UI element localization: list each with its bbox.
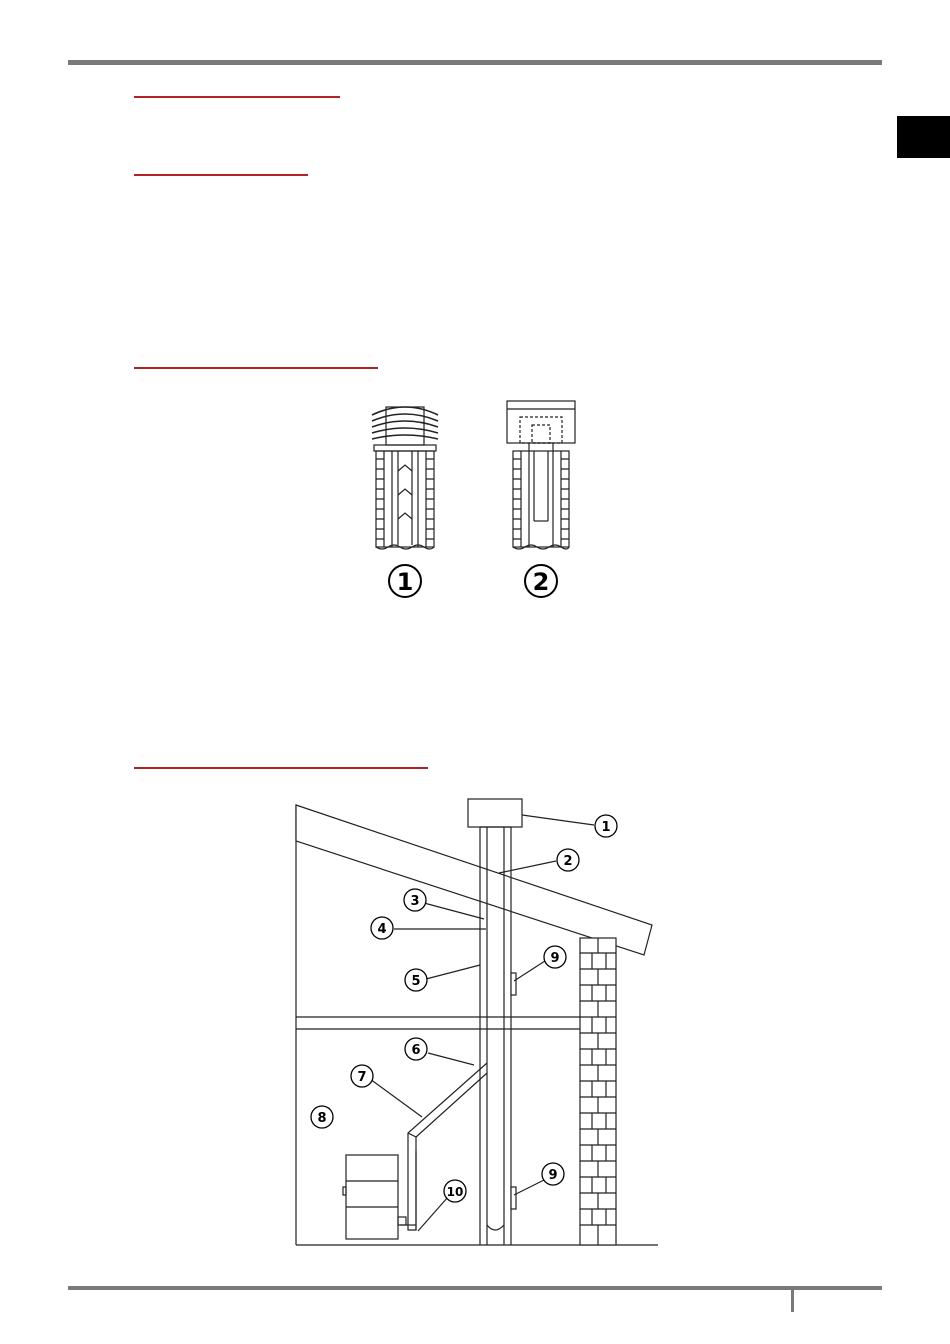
svg-text:4: 4 <box>377 922 387 937</box>
svg-text:6: 6 <box>411 1043 421 1058</box>
section-heading-rule-4 <box>134 767 428 769</box>
callout-4 <box>371 917 393 939</box>
callout-8 <box>311 1106 333 1128</box>
svg-text:10: 10 <box>446 1185 464 1199</box>
page-number-marker <box>791 1290 794 1312</box>
variant-marker-1 <box>389 565 421 597</box>
chimney-cap-box <box>507 401 575 549</box>
callout-9-lower <box>542 1163 564 1185</box>
svg-text:2: 2 <box>563 854 573 869</box>
svg-text:9: 9 <box>548 1168 558 1183</box>
svg-text:7: 7 <box>357 1070 367 1085</box>
language-tab-marker <box>897 116 950 158</box>
chimney-cap <box>468 799 522 827</box>
section-heading-rule-2 <box>134 174 308 176</box>
top-rule <box>68 60 882 65</box>
svg-text:3: 3 <box>410 894 420 909</box>
callout-3 <box>404 889 426 911</box>
callout-5 <box>405 969 427 991</box>
callout-7 <box>351 1065 373 1087</box>
chimney-cap-louvered <box>372 407 438 549</box>
variant-label-1: 1 <box>396 568 414 596</box>
boiler <box>343 1155 406 1239</box>
callout-2 <box>557 849 579 871</box>
callout-10 <box>444 1180 466 1202</box>
variant-marker-2 <box>525 565 557 597</box>
variant-label-2: 2 <box>532 568 550 596</box>
brick-wall <box>580 938 616 1245</box>
chimney-installation-diagram <box>290 795 670 1250</box>
svg-text:5: 5 <box>411 974 421 989</box>
svg-text:8: 8 <box>317 1111 327 1126</box>
bottom-rule <box>68 1286 882 1290</box>
svg-text:1: 1 <box>601 820 611 835</box>
section-heading-rule-3 <box>134 367 378 369</box>
svg-text:9: 9 <box>550 951 560 966</box>
callout-6 <box>405 1038 427 1060</box>
flue-connector <box>400 1063 487 1230</box>
section-heading-rule-1 <box>134 96 340 98</box>
callout-1 <box>595 815 617 837</box>
chimney-caps-figure <box>360 395 600 605</box>
callout-9-upper <box>544 946 566 968</box>
